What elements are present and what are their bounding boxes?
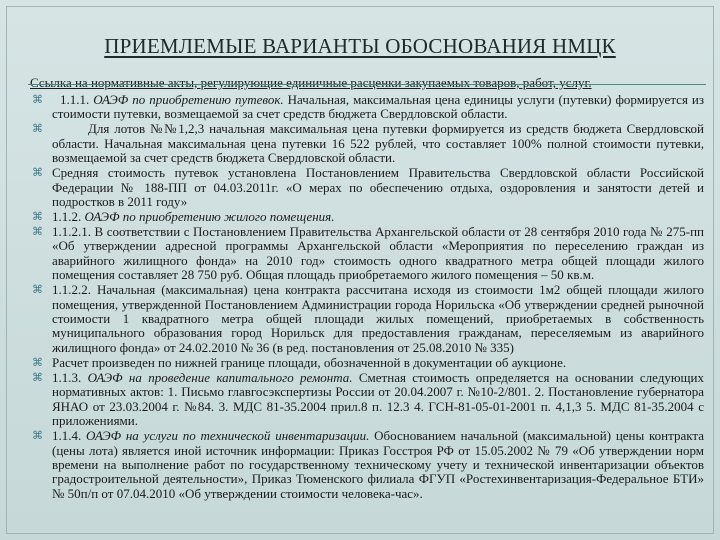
bullet-icon: ⌘ <box>32 166 43 180</box>
list-item <box>28 122 704 165</box>
bullet-list <box>28 93 704 502</box>
item-emphasis: ОАЭФ на проведение капитального ремонта. <box>87 369 353 385</box>
bullet-icon: ⌘ <box>32 122 43 136</box>
bullet-icon: ⌘ <box>32 93 43 106</box>
item-lead: 1.1.4. <box>52 428 87 444</box>
bullet-icon: ⌘ <box>32 225 43 239</box>
list-item <box>28 429 704 501</box>
intro-link-line: Ссылка на нормативные акты, регулирующие единичные расценки закупаемых товаров, работ, услуг. <box>30 76 592 90</box>
item-text: Расчет произведен по нижней границе площади, обозначенной в документации об аукционе. <box>52 354 567 370</box>
list-item <box>28 356 704 370</box>
item-text: 1.1.2.2. Начальная (максимальная) цена контракта рассчитана исходя из стоимости 1м2 общей площади жилого помещения, утвержденной Постановлением Администрации города Норильска «Об утверждении средней рыночной стоимости 1 квадратного метра общей площади жилых помещений, приобретаемых в собственность муниципального образования город Норильск для предоставления гражданам, переселяемым из аварийного жилищного фонда» от 24.02.2010 № 36 (в ред. постановления от 25.08.2010 № 335) <box>52 282 704 355</box>
item-lead: 1.1.3. <box>52 369 88 385</box>
item-text: 1.1.2.1. В соответствии с Постановлением Правительства Архангельской области от 28 сентября 2010 года № 275-пп «Об утверждении адресной программы Архангельской области «Мероприятия по переселению граждан из аварийного жилищного фонда» на 2010 год» стоимость одного квадратного метра общей площади жилого помещения составляет 28 750 руб. Общая площадь приобретаемого жилого помещения – 50 кв.м. <box>52 224 704 283</box>
item-emphasis: ОАЭФ по приобретению путевок. <box>93 92 284 107</box>
item-lead: 1.1.1. <box>60 92 94 107</box>
bullet-icon: ⌘ <box>32 370 43 384</box>
slide-title: ПРИЕМЛЕМЫЕ ВАРИАНТЫ ОБОСНОВАНИЯ НМЦК <box>104 34 616 58</box>
bullet-icon: ⌘ <box>32 283 43 297</box>
item-text: Сметная стоимость определяется на основании следующих нормативных актов: 1. Письмо главгосэкспертизы России от 20.04.2007 г. №10-2/801. 2. Постановление губернатора ЯНАО от 23.03.2004 г. №84. 3. МДС 81-35.2004 прил.8 п. 12.3 4. ГСН-81-05-01-2001 п. 4,1,3 5. МДС 81-35.2004 с приложениями. <box>52 369 705 429</box>
list-item <box>28 210 704 224</box>
item-text: Начальная, максимальная цена единицы услуги (путевки) формируется из стоимости путевки, возмещаемой за счет средств бюджета Свердловской области. <box>52 92 704 122</box>
item-text: Средняя стоимость путевок установлена Постановлением Правительства Свердловской области Российской Федерации № 188-ПП от 04.03.2011г. «О мерах по обеспечению отдыха, оздоровления и занятости детей и подростков в 2011 году» <box>52 165 704 210</box>
bullet-icon: ⌘ <box>32 429 43 443</box>
title-divider <box>28 84 706 85</box>
item-text: Обоснованием начальной (максимальной) цены контракта (цены лота) является иной источник информации: Приказ Госстроя РФ от 15.05.2002 № 79 «Об утверждении норм времени на выполнение работ по государственному техническому учету и технической инвентаризации объектов градостроительной деятельности», Приказ Тюменского филиала ФГУП «Ростехинвентаризация-Федеральное БТИ» № 50п/п от 07.04.2010 «Об утверждении стоимости человека-час». <box>52 428 704 501</box>
list-item <box>28 283 704 355</box>
item-emphasis: ОАЭФ на услуги по технической инвентаризации. <box>86 428 370 444</box>
item-lead: 1.1.2. <box>52 209 85 225</box>
item-text: Для лотов №№1,2,3 начальная максимальная цена путевки формируется из средств бюджета Свердловской области. Начальная максимальная цена путевки 16 522 рублей, что составляет 100% полной стоимости путевки, возмещаемой за счет средств бюджета Свердловской области. <box>52 121 704 166</box>
bullet-icon: ⌘ <box>32 355 43 369</box>
list-item <box>28 93 704 122</box>
list-item <box>28 371 704 429</box>
list-item <box>28 166 704 209</box>
item-emphasis: ОАЭФ по приобретению жилого помещения. <box>84 209 335 225</box>
bullet-icon: ⌘ <box>32 210 43 224</box>
list-item <box>28 225 704 283</box>
